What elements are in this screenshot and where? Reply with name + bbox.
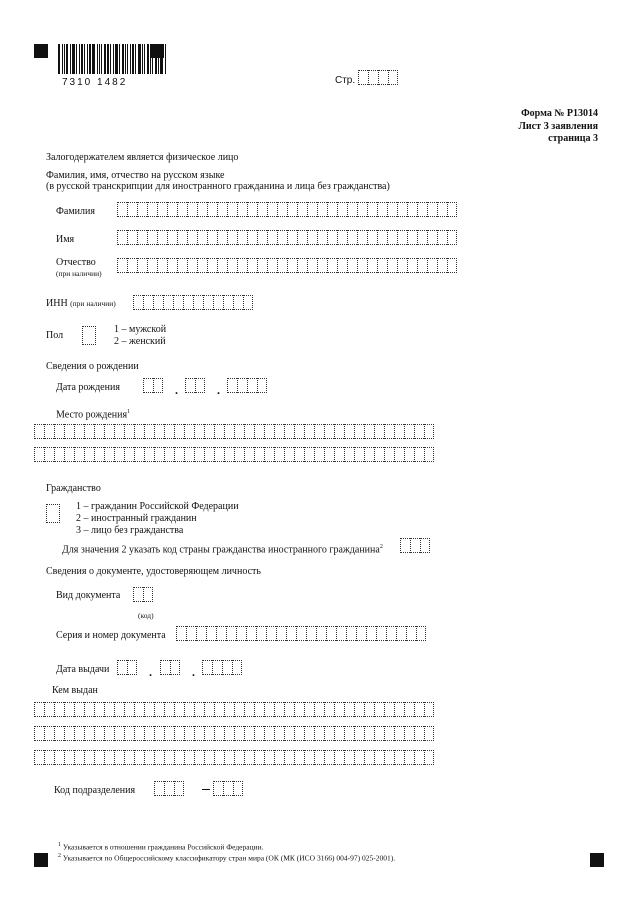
issue-month-field[interactable] [160, 660, 180, 675]
gender-option-male: 1 – мужской [114, 324, 167, 335]
citizenship-field[interactable] [46, 504, 60, 523]
first-name-field[interactable] [117, 230, 457, 245]
division-code-label: Код подразделения [54, 785, 136, 796]
page-number-field[interactable] [358, 70, 398, 85]
citizenship-option-3: 3 – лицо без гражданства [76, 525, 184, 536]
section-title: Залогодержателем является физическое лицо [46, 152, 239, 163]
issue-date-label: Дата выдачи [56, 664, 110, 675]
sheet-label: Лист З заявления [518, 121, 598, 132]
page-title: страница 3 [548, 133, 598, 144]
birth-day-field[interactable] [143, 378, 163, 393]
issue-day-field[interactable] [117, 660, 137, 675]
citizenship-heading: Гражданство [46, 483, 101, 494]
issued-by-field-row-1[interactable] [34, 702, 434, 717]
date-separator: . [175, 383, 178, 397]
surname-label: Фамилия [56, 206, 95, 217]
barcode [58, 44, 167, 74]
inn-field[interactable] [133, 295, 253, 310]
gender-option-female: 2 – женский [114, 336, 166, 347]
date-separator: . [149, 665, 152, 679]
inn-label: ИНН (при наличии) [46, 298, 116, 309]
issued-by-label: Кем выдан [52, 685, 98, 696]
barcode-number: 7310 1482 [62, 77, 128, 88]
citizenship-option-1: 1 – гражданин Российской Федерации [76, 501, 239, 512]
document-type-label: Вид документа [56, 590, 121, 601]
patronymic-note: (при наличии) [56, 269, 102, 278]
birth-month-field[interactable] [185, 378, 205, 393]
corner-marker-bottom-left [34, 853, 48, 867]
page-label: Стр. [335, 75, 356, 86]
citizenship-option-2: 2 – иностранный гражданин [76, 513, 197, 524]
birth-date-label: Дата рождения [56, 382, 120, 393]
date-separator: . [217, 383, 220, 397]
document-series-field[interactable] [176, 626, 426, 641]
birth-place-field-row-1[interactable] [34, 424, 434, 439]
issued-by-field-row-2[interactable] [34, 726, 434, 741]
surname-field[interactable] [117, 202, 457, 217]
division-code-field-1[interactable] [154, 781, 184, 796]
document-type-note: (код) [138, 611, 154, 620]
country-code-field[interactable] [400, 538, 430, 553]
birth-place-label: Место рождения$^1$ [56, 409, 131, 421]
name-heading: Фамилия, имя, отчество на русском языке [46, 170, 225, 181]
form-number: Форма № Р13014 [521, 108, 598, 119]
issue-year-field[interactable] [202, 660, 242, 675]
birth-heading: Сведения о рождении [46, 361, 139, 372]
division-code-field-2[interactable] [213, 781, 243, 796]
footnote-1: $^1$ Указывается в отношении гражданина Российской Федерации. [58, 842, 264, 852]
footnote-2: $^2$ Указывается по Общероссийскому классификатору стран мира (ОК (МК (ИСО 3166) 004-97) 025-2001). [58, 853, 396, 863]
patronymic-field[interactable] [117, 258, 457, 273]
document-series-label: Серия и номер документа [56, 630, 166, 641]
gender-field[interactable] [82, 326, 96, 345]
country-code-note: Для значения 2 указать код страны гражданства иностранного гражданина$^2$ [62, 544, 383, 556]
first-name-label: Имя [56, 234, 75, 245]
corner-marker-top-left [34, 44, 48, 58]
birth-year-field[interactable] [227, 378, 267, 393]
corner-marker-bottom-right [590, 853, 604, 867]
name-subheading: (в русской транскрипции для иностранного гражданина и лица без гражданства) [46, 181, 390, 192]
gender-label: Пол [46, 330, 64, 341]
issued-by-field-row-3[interactable] [34, 750, 434, 765]
birth-place-field-row-2[interactable] [34, 447, 434, 462]
patronymic-label: Отчество [56, 257, 96, 268]
document-type-field[interactable] [133, 587, 153, 602]
document-heading: Сведения о документе, удостоверяющем личность [46, 566, 261, 577]
date-separator: . [192, 665, 195, 679]
division-code-dash [202, 789, 210, 790]
